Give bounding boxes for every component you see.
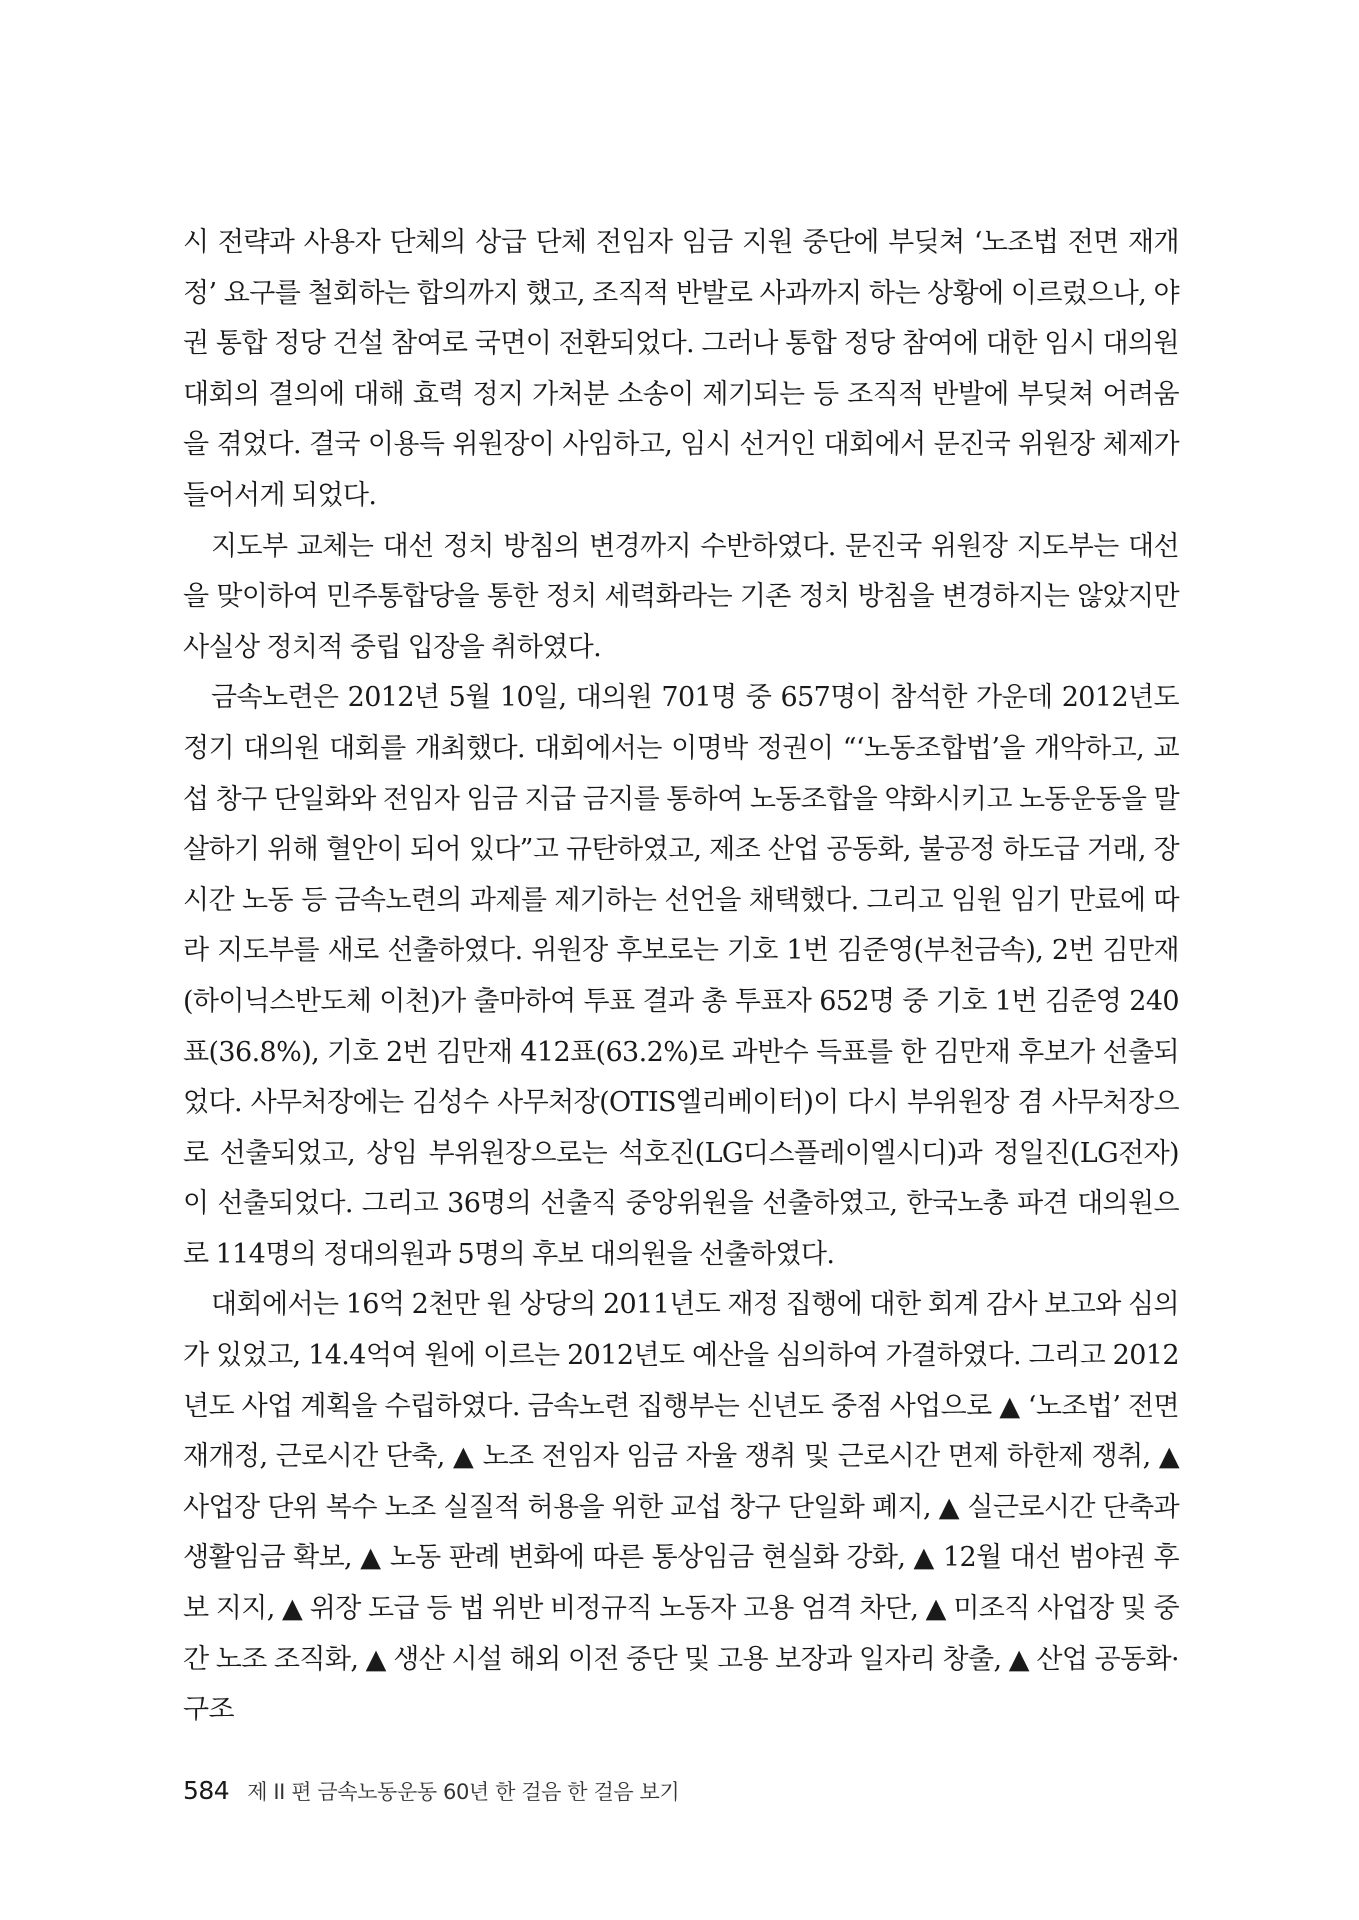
page-number: 584 [183,1776,230,1805]
running-title: 제 II 편 금속노동운동 60년 한 걸음 한 걸음 보기 [247,1780,680,1804]
page-footer [183,1776,679,1812]
paragraph-1: 시 전략과 사용자 단체의 상급 단체 전임자 임금 지원 중단에 부딪쳐 ‘노조법 전면 재개정’ 요구를 철회하는 합의까지 했고, 조직적 반발로 사과까지 하는 상황에 이르렀으나, 야권 통합 정당 건설 참여로 국면이 전환되었다. 그러나 통합 정당 참여에 대한 임시 대의원 대회의 결의에 대해 효력 정지 가처분 소송이 제기되는 등 조직적 반발에 부딪쳐 어려움을 겪었다. 결국 이용득 위원장이 사임하고, 임시 선거인 대회에서 문진국 위원장 체제가 들어서게 되었다. [183,227,1179,511]
paragraph-2: 지도부 교체는 대선 정치 방침의 변경까지 수반하였다. 문진국 위원장 지도부는 대선을 맞이하여 민주통합당을 통한 정치 세력화라는 기존 정치 방침을 변경하지는 않았지만 사실상 정치적 중립 입장을 취하였다. [183,530,1179,663]
page-body [183,218,1179,1736]
paragraph-4: 대회에서는 16억 2천만 원 상당의 2011년도 재정 집행에 대한 회계 감사 보고와 심의가 있었고, 14.4억여 원에 이르는 2012년도 예산을 심의하여 가결하였다. 그리고 2012년도 사업 계획을 수립하였다. 금속노련 집행부는 신년도 중점 사업으로 ▲ ‘노조법’ 전면 재개정, 근로시간 단축, ▲ 노조 전임자 임금 자율 쟁취 및 근로시간 면제 하한제 쟁취, ▲ 사업장 단위 복수 노조 실질적 허용을 위한 교섭 창구 단일화 폐지, ▲ 실근로시간 단축과 생활임금 확보, ▲ 노동 판례 변화에 따른 통상임금 현실화 강화, ▲ 12월 대선 범야권 후보 지지, ▲ 위장 도급 등 법 위반 비정규직 노동자 고용 엄격 차단, ▲ 미조직 사업장 및 중간 노조 조직화, ▲ 생산 시설 해외 이전 중단 및 고용 보장과 일자리 창출, ▲ 산업 공동화·구조 [183,1289,1179,1726]
paragraph-3: 금속노련은 2012년 5월 10일, 대의원 701명 중 657명이 참석한 가운데 2012년도 정기 대의원 대회를 개최했다. 대회에서는 이명박 정권이 “‘노동조합법’을 개악하고, 교섭 창구 단일화와 전임자 임금 지급 금지를 통하여 노동조합을 약화시키고 노동운동을 말살하기 위해 혈안이 되어 있다”고 규탄하였고, 제조 산업 공동화, 불공정 하도급 거래, 장시간 노동 등 금속노련의 과제를 제기하는 선언을 채택했다. 그리고 임원 임기 만료에 따라 지도부를 새로 선출하였다. 위원장 후보로는 기호 1번 김준영(부천금속), 2번 김만재(하이닉스반도체 이천)가 출마하여 투표 결과 총 투표자 652명 중 기호 1번 김준영 240표(36.8%), 기호 2번 김만재 412표(63.2%)로 과반수 득표를 한 김만재 후보가 선출되었다. 사무처장에는 김성수 사무처장(OTIS엘리베이터)이 다시 부위원장 겸 사무처장으로 선출되었고, 상임 부위원장으로는 석호진(LG디스플레이엘시디)과 정일진(LG전자)이 선출되었다. 그리고 36명의 선출직 중앙위원을 선출하였고, 한국노총 파견 대의원으로 114명의 정대의원과 5명의 후보 대의원을 선출하였다. [183,682,1179,1270]
